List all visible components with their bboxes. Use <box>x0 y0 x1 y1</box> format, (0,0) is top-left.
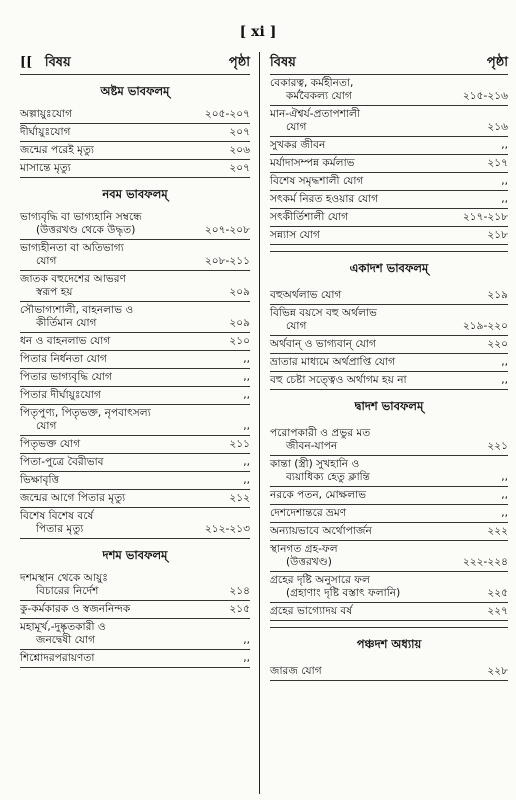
index-entry <box>270 456 508 487</box>
entry-title <box>20 621 196 647</box>
entry-line: বিশেষ সমৃদ্ধশালী যোগ <box>270 175 364 187</box>
right-column-header <box>270 52 508 75</box>
entry-title <box>20 603 196 616</box>
entry-title <box>270 543 454 569</box>
entry-title <box>20 335 196 348</box>
index-entry <box>270 106 508 137</box>
entry-title <box>270 307 454 333</box>
entry-line: মান-ঐশ্বর্য-প্রতাপশালী <box>270 108 360 120</box>
entry-page: ২০৫-২০৭ <box>204 108 250 120</box>
index-entry <box>270 505 508 523</box>
index-entry <box>20 570 250 601</box>
entry-line: গ্রহের দৃষ্টি অনুসারে ফল <box>270 574 370 586</box>
index-entry <box>20 271 250 302</box>
entry-line: সৌভাগ্যশালী, বাহনলাভ ও <box>20 304 134 316</box>
entry-line: কীর্তিমান যোগ <box>36 317 97 329</box>
entry-line: যোগ <box>36 255 57 267</box>
index-entry <box>20 142 250 160</box>
section-heading: অষ্টম ভাবফলম্ <box>100 84 170 98</box>
entry-line: জাতক বহুদেশের আভরণ <box>20 273 126 285</box>
entry-title <box>20 389 196 402</box>
index-entry <box>270 487 508 505</box>
entry-title <box>20 162 196 175</box>
entry-page: ২১৭ <box>487 157 508 169</box>
index-entry <box>270 173 508 191</box>
entry-title <box>270 605 454 618</box>
entry-page: ২১২-২১৩ <box>204 523 250 535</box>
entry-title <box>270 356 454 369</box>
index-entry <box>270 541 508 572</box>
entry-page: ২১৫-২১৬ <box>462 90 508 102</box>
page-number: [ xi ] <box>239 24 277 40</box>
index-entry <box>270 75 508 106</box>
entry-page: ,, <box>243 420 250 432</box>
entry-title <box>270 77 454 103</box>
entry-page: ২১২ <box>229 492 250 504</box>
index-entry <box>20 490 250 508</box>
index-entry <box>270 523 508 541</box>
index-entry <box>270 354 508 372</box>
entry-line: পরোপকারী ও প্রভুর মত <box>270 427 371 439</box>
index-entry <box>20 333 250 351</box>
right-column <box>270 52 508 794</box>
entry-page: ২০৮-২১১ <box>204 255 250 267</box>
header-page: পৃষ্ঠা <box>228 54 250 70</box>
entry-page: ,, <box>501 507 508 519</box>
entry-line: গ্রহের ভাগ্যোদয় বর্ষ <box>270 605 353 617</box>
index-entry <box>20 508 250 539</box>
left-column <box>20 52 250 794</box>
entry-page: ২১০ <box>229 335 250 347</box>
entry-line: বিভিন্ন বয়সে বহু অর্থলাভ <box>270 307 377 319</box>
entry-line: জন্মের পরেই মৃত্যু <box>20 144 95 156</box>
header-page: পৃষ্ঠা <box>486 54 508 70</box>
entry-page: ,, <box>243 474 250 486</box>
entry-line: ভ্রাতার মাধ্যমে অর্থপ্রাপ্তি যোগ <box>270 356 396 368</box>
entry-line: পিতার ভাগ্যবৃদ্ধি যোগ <box>20 371 112 383</box>
entry-title <box>20 407 196 433</box>
entry-line: যোগ <box>286 320 307 332</box>
entry-page: ,, <box>243 371 250 383</box>
entry-title <box>270 489 454 502</box>
entry-title <box>20 371 196 384</box>
entry-line: দেশদেশান্তরে ভ্রমণ <box>270 507 347 519</box>
column-divider <box>259 52 260 794</box>
index-entry <box>20 619 250 650</box>
index-entry <box>270 372 508 390</box>
entry-line: কর্মবৈকল্য যোগ <box>286 90 352 102</box>
section-heading: একাদশ ভাবফলম্ <box>270 251 508 287</box>
entry-page: ২১৭-২১৮ <box>462 211 508 223</box>
entry-title <box>270 211 454 224</box>
entry-page: ২১৫ <box>229 603 250 615</box>
entry-page: ২০৭-২০৮ <box>204 224 250 236</box>
entry-title <box>20 492 196 505</box>
entry-title <box>270 139 454 152</box>
entry-title <box>20 572 196 598</box>
entry-line: পিতা-পুত্রে বৈরীভাব <box>20 456 104 468</box>
entry-line: বিশেষ বিশেষ বর্ষে <box>20 510 94 522</box>
entry-page: ২০৭ <box>229 126 250 138</box>
entry-title <box>20 273 196 299</box>
index-entry <box>20 106 250 124</box>
entry-line: পিতার নির্ধনতা যোগ <box>20 353 107 365</box>
section-heading: দ্বাদশ ভাবফলম্ <box>354 399 424 413</box>
entry-page: ২২৫ <box>487 587 508 599</box>
entry-line: স্বরূপ হয় <box>36 286 73 298</box>
entry-title <box>20 456 196 469</box>
entry-page: ২০৯ <box>229 317 250 329</box>
entry-page: ২২২ <box>487 525 508 537</box>
entry-line: মর্যাদাসম্পন্ন কর্মলাভ <box>270 157 355 169</box>
entry-page: ,, <box>243 652 250 664</box>
entry-page: ,, <box>501 356 508 368</box>
entry-title <box>20 652 196 665</box>
entry-line: ভিক্ষাবৃত্তি <box>20 474 60 486</box>
index-entry <box>270 227 508 245</box>
entry-line: পিতৃভক্ত যোগ <box>20 438 81 450</box>
entry-title <box>270 289 454 302</box>
header-subject: বিষয় <box>44 54 71 70</box>
entry-line: অর্থবান্ ও ভাগ্যবান্ যোগ <box>270 338 376 350</box>
entry-title <box>20 438 196 451</box>
entry-page: ,, <box>243 634 250 646</box>
index-entry <box>20 387 250 405</box>
index-entry <box>20 436 250 454</box>
index-entry <box>20 351 250 369</box>
index-entry <box>20 369 250 387</box>
entry-page: ,, <box>501 471 508 483</box>
entry-line: কু-কর্মকারক ও স্বজননিন্দক <box>20 603 131 615</box>
index-entry <box>20 124 250 142</box>
index-entry <box>270 663 508 681</box>
entry-line: ভাগ্যহীনতা বা অতিভাগ্য <box>20 242 124 254</box>
entry-line: সন্ন্যাস যোগ <box>270 229 320 241</box>
entry-page: ২২১ <box>487 440 508 452</box>
left-column-header <box>20 52 250 75</box>
entry-title <box>270 458 454 484</box>
entry-line: দীর্ঘায়ুঃযোগ <box>20 126 71 138</box>
index-entry <box>20 240 250 271</box>
entry-title <box>20 242 196 268</box>
entry-line: অল্পায়ুঃযোগ <box>20 108 73 120</box>
index-entry <box>270 603 508 621</box>
entry-line: ব্যয়াধিক্য হেতু ক্লান্তি <box>286 471 370 483</box>
entry-page: ,, <box>501 193 508 205</box>
entry-line: বেকারত্ব, কর্মহীনতা, <box>270 77 354 89</box>
index-entry <box>20 454 250 472</box>
entry-page: ২২৮ <box>487 665 508 677</box>
entry-title <box>270 507 454 520</box>
index-entry <box>270 137 508 155</box>
entry-line: মাসান্তে মৃত্যু <box>20 162 71 174</box>
entry-page: ২২২-২২৪ <box>462 556 508 568</box>
index-entry <box>20 302 250 333</box>
entry-title <box>20 108 196 121</box>
entry-line: সৎকর্ম নিরত হওয়ার যোগ <box>270 193 379 205</box>
index-entry <box>20 601 250 619</box>
entry-line: জনদ্বেষী যোগ <box>36 634 96 646</box>
entry-title <box>270 525 454 538</box>
entry-page: ২১৮ <box>487 229 508 241</box>
entry-line: কান্তা (স্ত্রী) সুখহানি ও <box>270 458 360 470</box>
section-heading: দশম ভাবফলম্ <box>102 548 168 562</box>
entry-page: ২১৪ <box>229 585 250 597</box>
entry-title <box>270 665 454 678</box>
entry-page: ,, <box>501 489 508 501</box>
entry-line: অন্যায়ভাবে অর্থোপার্জন <box>270 525 372 537</box>
entry-title <box>20 353 196 366</box>
entry-line: (উত্তরখণ্ড থেকে উদ্ধৃত) <box>36 224 136 236</box>
entry-title <box>270 427 454 453</box>
entry-title <box>270 338 454 351</box>
entry-line: (গ্রহাণাং দৃষ্টি বস্তাৎ ফলানি) <box>286 587 401 599</box>
entry-line: সৎকীর্তিশালী যোগ <box>270 211 349 223</box>
entry-page: ২১৯ <box>487 289 508 301</box>
index-entry <box>270 209 508 227</box>
entry-line: মহামূর্খ,-দুষ্কৃতকারী ও <box>20 621 106 633</box>
entry-page: ,, <box>501 374 508 386</box>
entry-line: ভাগ্যবৃদ্ধি বা ভাগ্যহানি সম্বন্ধে <box>20 211 142 223</box>
entry-title <box>270 175 454 188</box>
entry-page: ২০৬ <box>229 144 250 156</box>
entry-line: যোগ <box>286 121 307 133</box>
entry-line: বিচারের নির্দেশ <box>36 585 99 597</box>
entry-page: ২০৯ <box>229 286 250 298</box>
entry-page: ২১৯-২২০ <box>462 320 508 332</box>
index-entry <box>20 405 250 436</box>
index-entry <box>270 287 508 305</box>
entry-line: পিতৃপুণ্য, পিতৃভক্ত, নৃপবাৎসল্য <box>20 407 151 419</box>
index-entry <box>270 572 508 603</box>
entry-line: পিতার দীর্ঘায়ুঃযোগ <box>20 389 101 401</box>
index-entry <box>20 160 250 178</box>
entry-title <box>270 108 454 134</box>
entry-page: ,, <box>501 175 508 187</box>
entry-page: ২০৭ <box>229 162 250 174</box>
entry-title <box>20 211 196 237</box>
header-mark: [[ <box>20 54 33 70</box>
index-entry <box>270 191 508 209</box>
entry-line: বহুঅর্থলাভ যোগ <box>270 289 342 301</box>
entry-page: ,, <box>243 389 250 401</box>
section-heading: নবম ভাবফলম্ <box>102 187 168 201</box>
entry-line: দশমস্থান থেকে আয়ুঃ <box>20 572 108 584</box>
entry-title <box>20 144 196 157</box>
index-entry <box>270 155 508 173</box>
entry-line: যোগ <box>36 420 57 432</box>
entry-line: বহু চেষ্টা সত্ত্বেও অর্থাগম হয় না <box>270 374 407 386</box>
entry-line: শিশ্নোদরপরায়ণতা <box>20 652 95 664</box>
entry-title <box>20 126 196 139</box>
entry-title <box>270 229 454 242</box>
entry-title <box>270 574 454 600</box>
entry-page: ,, <box>501 139 508 151</box>
index-entry <box>20 209 250 240</box>
entry-line: জন্মের আগে পিতার মৃত্যু <box>20 492 126 504</box>
entry-title <box>20 474 196 487</box>
index-entry <box>20 472 250 490</box>
entry-title <box>20 510 196 536</box>
index-entry <box>270 336 508 354</box>
entry-line: ধন ও বাহনলাভ যোগ <box>20 335 111 347</box>
index-entry <box>270 305 508 336</box>
entry-title <box>270 157 454 170</box>
header-subject: বিষয় <box>270 54 296 70</box>
index-entry <box>20 650 250 668</box>
entry-page: ২১৬ <box>487 121 508 133</box>
entry-line: নরকে পতন, মোক্ষলাভ <box>270 489 367 501</box>
left-entries <box>20 75 250 668</box>
entry-title <box>270 193 454 206</box>
entry-page: ২২৭ <box>487 605 508 617</box>
entry-page: ২২০ <box>487 338 508 350</box>
right-entries <box>270 75 508 681</box>
entry-page: ,, <box>243 456 250 468</box>
entry-line: জীবন-যাপন <box>286 440 338 452</box>
entry-line: (উত্তরখণ্ড) <box>286 556 332 568</box>
entry-title <box>270 374 454 387</box>
entry-line: সুখকর জীবন <box>270 139 326 151</box>
index-entry <box>270 425 508 456</box>
entry-page: ২১১ <box>229 438 250 450</box>
section-heading: পঞ্চদশ অধ্যায় <box>270 627 508 663</box>
entry-page: ,, <box>243 353 250 365</box>
entry-line: জারজ যোগ <box>270 665 322 677</box>
entry-line: পিতার মৃত্যু <box>36 523 84 535</box>
entry-line: স্থানগত গ্রহ-ফল <box>270 543 338 555</box>
entry-title <box>20 304 196 330</box>
